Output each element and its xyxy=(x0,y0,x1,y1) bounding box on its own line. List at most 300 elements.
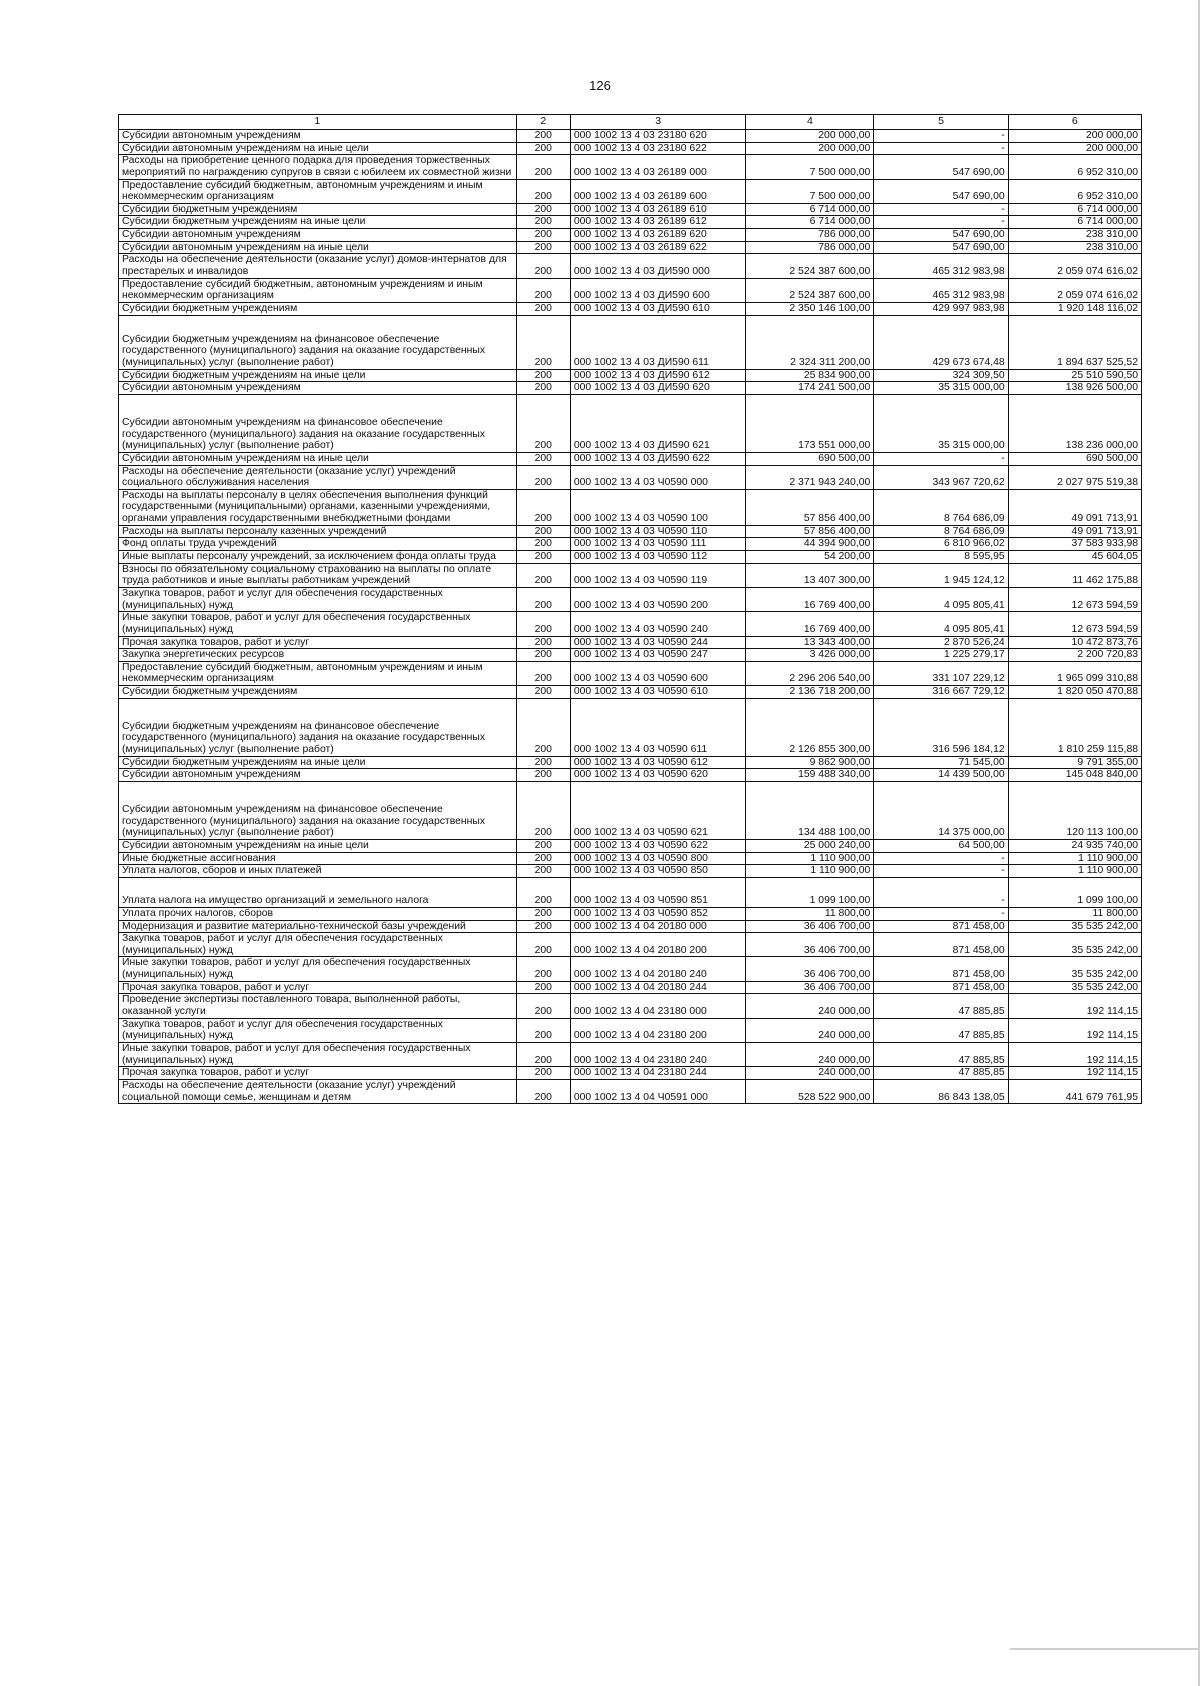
row-budget-code: 000 1002 13 4 03 ДИ590 612 xyxy=(570,369,746,382)
page-number: 126 xyxy=(589,78,611,93)
row-value-col5: 1 945 124,12 xyxy=(874,563,1008,587)
row-budget-code: 000 1002 13 4 03 23180 622 xyxy=(570,142,746,155)
row-line-code: 200 xyxy=(516,1042,570,1066)
row-name: Иные закупки товаров, работ и услуг для обеспечения государственных (муниципальных) нужд xyxy=(119,1042,517,1066)
row-value-col4: 240 000,00 xyxy=(746,994,874,1018)
row-value-col6: 192 114,15 xyxy=(1008,1042,1141,1066)
table-row xyxy=(119,302,1142,315)
table-row xyxy=(119,649,1142,662)
row-value-col6: 25 510 590,50 xyxy=(1008,369,1141,382)
row-value-col5: 8 764 686,09 xyxy=(874,525,1008,538)
table-row xyxy=(119,1067,1142,1080)
row-value-col6: 1 965 099 310,88 xyxy=(1008,661,1141,685)
row-line-code: 200 xyxy=(516,489,570,525)
row-line-code: 200 xyxy=(516,1018,570,1042)
row-budget-code: 000 1002 13 4 03 Ч0590 610 xyxy=(570,686,746,699)
row-budget-code: 000 1002 13 4 04 20180 200 xyxy=(570,933,746,957)
row-name: Субсидии автономным учреждениям на иные цели xyxy=(119,839,517,852)
row-value-col4: 2 371 943 240,00 xyxy=(746,465,874,489)
row-line-code: 200 xyxy=(516,994,570,1018)
row-value-col6: 1 110 900,00 xyxy=(1008,852,1141,865)
row-line-code: 200 xyxy=(516,612,570,636)
row-value-col6: 6 952 310,00 xyxy=(1008,179,1141,203)
row-value-col5: 35 315 000,00 xyxy=(874,382,1008,395)
row-budget-code: 000 1002 13 4 03 23180 620 xyxy=(570,130,746,143)
row-line-code: 200 xyxy=(516,920,570,933)
row-line-code: 200 xyxy=(516,661,570,685)
row-name: Субсидии автономным учреждениям xyxy=(119,382,517,395)
table-row xyxy=(119,781,1142,839)
row-value-col4: 1 099 100,00 xyxy=(746,877,874,907)
row-budget-code: 000 1002 13 4 03 Ч0590 119 xyxy=(570,563,746,587)
row-budget-code: 000 1002 13 4 03 ДИ590 621 xyxy=(570,394,746,452)
row-line-code: 200 xyxy=(516,216,570,229)
row-budget-code: 000 1002 13 4 03 Ч0590 851 xyxy=(570,877,746,907)
table-row xyxy=(119,142,1142,155)
row-budget-code: 000 1002 13 4 03 Ч0590 112 xyxy=(570,551,746,564)
table-row xyxy=(119,839,1142,852)
row-name: Субсидии бюджетным учреждениям на иные цели xyxy=(119,756,517,769)
row-value-col5: - xyxy=(874,852,1008,865)
row-value-col5: 2 870 526,24 xyxy=(874,636,1008,649)
row-line-code: 200 xyxy=(516,142,570,155)
row-value-col6: 1 110 900,00 xyxy=(1008,865,1141,878)
row-value-col6: 12 673 594,59 xyxy=(1008,612,1141,636)
row-value-col5: 316 667 729,12 xyxy=(874,686,1008,699)
table-row xyxy=(119,452,1142,465)
table-row xyxy=(119,907,1142,920)
row-line-code: 200 xyxy=(516,369,570,382)
row-value-col5: 71 545,00 xyxy=(874,756,1008,769)
row-value-col6: 10 472 873,76 xyxy=(1008,636,1141,649)
row-budget-code: 000 1002 13 4 03 26189 612 xyxy=(570,216,746,229)
row-value-col4: 36 406 700,00 xyxy=(746,920,874,933)
row-name: Расходы на выплаты персоналу казенных учреждений xyxy=(119,525,517,538)
row-value-col5: - xyxy=(874,865,1008,878)
row-name: Субсидии автономным учреждениям на финансовое обеспечение государственного (муниципального) задания на оказание государственных (муниципальных) услуг (выполнение работ) xyxy=(119,781,517,839)
row-value-col5: 6 810 966,02 xyxy=(874,538,1008,551)
table-row xyxy=(119,769,1142,782)
row-value-col4: 240 000,00 xyxy=(746,1018,874,1042)
row-line-code: 200 xyxy=(516,636,570,649)
row-value-col6: 238 310,00 xyxy=(1008,229,1141,242)
row-value-col6: 49 091 713,91 xyxy=(1008,525,1141,538)
row-value-col6: 690 500,00 xyxy=(1008,452,1141,465)
table-row xyxy=(119,551,1142,564)
row-value-col5: 316 596 184,12 xyxy=(874,698,1008,756)
row-name: Предоставление субсидий бюджетным, автономным учреждениям и иным некоммерческим организациям xyxy=(119,179,517,203)
row-value-col4: 6 714 000,00 xyxy=(746,216,874,229)
row-value-col6: 200 000,00 xyxy=(1008,130,1141,143)
row-value-col4: 174 241 500,00 xyxy=(746,382,874,395)
row-value-col5: - xyxy=(874,216,1008,229)
table-row xyxy=(119,130,1142,143)
row-value-col5: 47 885,85 xyxy=(874,994,1008,1018)
row-line-code: 200 xyxy=(516,130,570,143)
row-value-col4: 2 296 206 540,00 xyxy=(746,661,874,685)
row-budget-code: 000 1002 13 4 03 26189 622 xyxy=(570,241,746,254)
row-value-col5: 35 315 000,00 xyxy=(874,394,1008,452)
row-name: Субсидии автономным учреждениям xyxy=(119,769,517,782)
row-value-col4: 2 350 146 100,00 xyxy=(746,302,874,315)
row-value-col5: 547 690,00 xyxy=(874,179,1008,203)
row-name: Расходы на обеспечение деятельности (оказание услуг) учреждений социального обслуживания населения xyxy=(119,465,517,489)
scan-edge xyxy=(1010,1648,1200,1650)
row-value-col6: 2 059 074 616,02 xyxy=(1008,278,1141,302)
table-row xyxy=(119,981,1142,994)
table-row xyxy=(119,994,1142,1018)
row-value-col4: 528 522 900,00 xyxy=(746,1079,874,1103)
row-budget-code: 000 1002 13 4 03 ДИ590 600 xyxy=(570,278,746,302)
row-value-col5: 4 095 805,41 xyxy=(874,612,1008,636)
table-row xyxy=(119,155,1142,179)
row-budget-code: 000 1002 13 4 03 ДИ590 622 xyxy=(570,452,746,465)
row-name: Субсидии автономным учреждениям на финансовое обеспечение государственного (муниципального) задания на оказание государственных (муниципальных) услуг (выполнение работ) xyxy=(119,394,517,452)
table-row xyxy=(119,203,1142,216)
row-value-col4: 240 000,00 xyxy=(746,1042,874,1066)
row-name: Уплата прочих налогов, сборов xyxy=(119,907,517,920)
row-value-col5: - xyxy=(874,130,1008,143)
row-value-col6: 12 673 594,59 xyxy=(1008,587,1141,611)
row-value-col6: 192 114,15 xyxy=(1008,1018,1141,1042)
row-budget-code: 000 1002 13 4 04 23180 000 xyxy=(570,994,746,1018)
table-row xyxy=(119,278,1142,302)
row-value-col4: 159 488 340,00 xyxy=(746,769,874,782)
row-budget-code: 000 1002 13 4 03 Ч0590 240 xyxy=(570,612,746,636)
row-line-code: 200 xyxy=(516,278,570,302)
row-value-col5: 547 690,00 xyxy=(874,155,1008,179)
table-row xyxy=(119,865,1142,878)
row-name: Иные закупки товаров, работ и услуг для обеспечения государственных (муниципальных) нужд xyxy=(119,957,517,981)
row-name: Субсидии бюджетным учреждениям на иные цели xyxy=(119,369,517,382)
row-value-col5: 14 439 500,00 xyxy=(874,769,1008,782)
row-budget-code: 000 1002 13 4 03 26189 610 xyxy=(570,203,746,216)
row-value-col6: 2 027 975 519,38 xyxy=(1008,465,1141,489)
table-row xyxy=(119,686,1142,699)
row-value-col4: 57 856 400,00 xyxy=(746,525,874,538)
column-header: 5 xyxy=(874,115,1008,130)
row-value-col5: - xyxy=(874,452,1008,465)
row-value-col6: 9 791 355,00 xyxy=(1008,756,1141,769)
row-line-code: 200 xyxy=(516,865,570,878)
row-name: Субсидии бюджетным учреждениям xyxy=(119,686,517,699)
table-row xyxy=(119,229,1142,242)
row-value-col6: 35 535 242,00 xyxy=(1008,933,1141,957)
table-row xyxy=(119,877,1142,907)
row-value-col5: 8 595,95 xyxy=(874,551,1008,564)
row-value-col6: 37 583 933,98 xyxy=(1008,538,1141,551)
row-budget-code: 000 1002 13 4 03 Ч0590 850 xyxy=(570,865,746,878)
row-value-col4: 2 524 387 600,00 xyxy=(746,254,874,278)
table-body xyxy=(119,130,1142,1104)
row-value-col6: 24 935 740,00 xyxy=(1008,839,1141,852)
row-line-code: 200 xyxy=(516,852,570,865)
row-value-col4: 16 769 400,00 xyxy=(746,587,874,611)
row-value-col5: 871 458,00 xyxy=(874,920,1008,933)
row-name: Расходы на выплаты персоналу в целях обеспечения выполнения функций государственными (муниципальными) органами, казенными учреждениями, органами управления государственными внебюджетными фондами xyxy=(119,489,517,525)
table-row xyxy=(119,489,1142,525)
row-line-code: 200 xyxy=(516,465,570,489)
row-line-code: 200 xyxy=(516,525,570,538)
row-value-col6: 1 810 259 115,88 xyxy=(1008,698,1141,756)
row-line-code: 200 xyxy=(516,155,570,179)
row-value-col5: 331 107 229,12 xyxy=(874,661,1008,685)
table-row xyxy=(119,612,1142,636)
row-value-col4: 44 394 900,00 xyxy=(746,538,874,551)
row-name: Предоставление субсидий бюджетным, автономным учреждениям и иным некоммерческим организациям xyxy=(119,278,517,302)
row-line-code: 200 xyxy=(516,452,570,465)
table-row xyxy=(119,698,1142,756)
table-row xyxy=(119,1079,1142,1103)
row-value-col4: 7 500 000,00 xyxy=(746,155,874,179)
row-value-col5: 871 458,00 xyxy=(874,933,1008,957)
row-value-col4: 25 000 240,00 xyxy=(746,839,874,852)
table-row xyxy=(119,563,1142,587)
row-line-code: 200 xyxy=(516,1079,570,1103)
row-name: Иные закупки товаров, работ и услуг для обеспечения государственных (муниципальных) нужд xyxy=(119,612,517,636)
row-name: Модернизация и развитие материально-технической базы учреждений xyxy=(119,920,517,933)
row-value-col6: 138 926 500,00 xyxy=(1008,382,1141,395)
row-budget-code: 000 1002 13 4 04 23180 244 xyxy=(570,1067,746,1080)
row-name: Субсидии бюджетным учреждениям xyxy=(119,203,517,216)
row-budget-code: 000 1002 13 4 03 Ч0590 622 xyxy=(570,839,746,852)
row-budget-code: 000 1002 13 4 03 Ч0590 000 xyxy=(570,465,746,489)
row-name: Расходы на обеспечение деятельности (оказание услуг) домов-интернатов для престарелых и инвалидов xyxy=(119,254,517,278)
table-row xyxy=(119,587,1142,611)
row-value-col6: 49 091 713,91 xyxy=(1008,489,1141,525)
row-name: Субсидии бюджетным учреждениям xyxy=(119,302,517,315)
row-value-col4: 1 110 900,00 xyxy=(746,852,874,865)
table-row xyxy=(119,369,1142,382)
row-name: Прочая закупка товаров, работ и услуг xyxy=(119,981,517,994)
row-name: Фонд оплаты труда учреждений xyxy=(119,538,517,551)
row-value-col6: 11 800,00 xyxy=(1008,907,1141,920)
row-budget-code: 000 1002 13 4 03 Ч0590 621 xyxy=(570,781,746,839)
row-value-col5: 871 458,00 xyxy=(874,981,1008,994)
row-value-col6: 11 462 175,88 xyxy=(1008,563,1141,587)
table-row xyxy=(119,636,1142,649)
row-value-col6: 145 048 840,00 xyxy=(1008,769,1141,782)
row-value-col5: - xyxy=(874,877,1008,907)
budget-table xyxy=(118,114,1142,1104)
row-line-code: 200 xyxy=(516,781,570,839)
table-row xyxy=(119,525,1142,538)
row-value-col6: 120 113 100,00 xyxy=(1008,781,1141,839)
row-value-col6: 1 920 148 116,02 xyxy=(1008,302,1141,315)
row-name: Уплата налога на имущество организаций и земельного налога xyxy=(119,877,517,907)
row-value-col5: 343 967 720,62 xyxy=(874,465,1008,489)
row-value-col6: 35 535 242,00 xyxy=(1008,957,1141,981)
column-header: 1 xyxy=(119,115,517,130)
row-line-code: 200 xyxy=(516,839,570,852)
row-line-code: 200 xyxy=(516,203,570,216)
row-budget-code: 000 1002 13 4 03 ДИ590 610 xyxy=(570,302,746,315)
row-name: Иные выплаты персоналу учреждений, за исключением фонда оплаты труда xyxy=(119,551,517,564)
row-line-code: 200 xyxy=(516,315,570,369)
row-value-col4: 786 000,00 xyxy=(746,241,874,254)
row-value-col6: 2 059 074 616,02 xyxy=(1008,254,1141,278)
row-value-col6: 6 714 000,00 xyxy=(1008,203,1141,216)
row-value-col6: 35 535 242,00 xyxy=(1008,920,1141,933)
row-name: Прочая закупка товаров, работ и услуг xyxy=(119,636,517,649)
row-value-col4: 13 343 400,00 xyxy=(746,636,874,649)
row-value-col5: 871 458,00 xyxy=(874,957,1008,981)
row-budget-code: 000 1002 13 4 03 26189 000 xyxy=(570,155,746,179)
table-row xyxy=(119,920,1142,933)
row-value-col4: 240 000,00 xyxy=(746,1067,874,1080)
row-line-code: 200 xyxy=(516,229,570,242)
row-name: Субсидии бюджетным учреждениям на иные цели xyxy=(119,216,517,229)
row-line-code: 200 xyxy=(516,254,570,278)
row-budget-code: 000 1002 13 4 03 26189 600 xyxy=(570,179,746,203)
row-budget-code: 000 1002 13 4 04 20180 240 xyxy=(570,957,746,981)
row-line-code: 200 xyxy=(516,563,570,587)
row-name: Закупка товаров, работ и услуг для обеспечения государственных (муниципальных) нужд xyxy=(119,933,517,957)
row-budget-code: 000 1002 13 4 03 Ч0590 244 xyxy=(570,636,746,649)
row-line-code: 200 xyxy=(516,957,570,981)
table-row xyxy=(119,465,1142,489)
row-budget-code: 000 1002 13 4 04 Ч0591 000 xyxy=(570,1079,746,1103)
table-row xyxy=(119,315,1142,369)
row-value-col4: 9 862 900,00 xyxy=(746,756,874,769)
row-line-code: 200 xyxy=(516,1067,570,1080)
row-value-col4: 2 524 387 600,00 xyxy=(746,278,874,302)
row-line-code: 200 xyxy=(516,769,570,782)
column-header: 4 xyxy=(746,115,874,130)
row-budget-code: 000 1002 13 4 03 Ч0590 852 xyxy=(570,907,746,920)
table-row xyxy=(119,538,1142,551)
row-value-col5: 1 225 279,17 xyxy=(874,649,1008,662)
row-name: Предоставление субсидий бюджетным, автономным учреждениям и иным некоммерческим организациям xyxy=(119,661,517,685)
row-value-col4: 6 714 000,00 xyxy=(746,203,874,216)
row-value-col4: 16 769 400,00 xyxy=(746,612,874,636)
row-value-col6: 6 952 310,00 xyxy=(1008,155,1141,179)
row-name: Расходы на обеспечение деятельности (оказание услуг) учреждений социальной помощи семье, женщинам и детям xyxy=(119,1079,517,1103)
column-header: 2 xyxy=(516,115,570,130)
row-value-col5: 429 673 674,48 xyxy=(874,315,1008,369)
row-value-col4: 13 407 300,00 xyxy=(746,563,874,587)
table-row xyxy=(119,957,1142,981)
row-line-code: 200 xyxy=(516,587,570,611)
row-value-col5: 64 500,00 xyxy=(874,839,1008,852)
row-value-col4: 36 406 700,00 xyxy=(746,933,874,957)
row-budget-code: 000 1002 13 4 03 Ч0590 612 xyxy=(570,756,746,769)
row-value-col6: 441 679 761,95 xyxy=(1008,1079,1141,1103)
row-value-col4: 54 200,00 xyxy=(746,551,874,564)
row-value-col4: 7 500 000,00 xyxy=(746,179,874,203)
row-value-col5: 465 312 983,98 xyxy=(874,254,1008,278)
table-row xyxy=(119,216,1142,229)
row-name: Субсидии автономным учреждениям xyxy=(119,229,517,242)
row-value-col4: 57 856 400,00 xyxy=(746,489,874,525)
row-budget-code: 000 1002 13 4 03 Ч0590 611 xyxy=(570,698,746,756)
row-value-col6: 6 714 000,00 xyxy=(1008,216,1141,229)
row-value-col5: 547 690,00 xyxy=(874,229,1008,242)
row-value-col5: 47 885,85 xyxy=(874,1018,1008,1042)
row-line-code: 200 xyxy=(516,551,570,564)
row-name: Взносы по обязательному социальному страхованию на выплаты по оплате труда работников и иные выплаты работникам учреждений xyxy=(119,563,517,587)
row-value-col4: 690 500,00 xyxy=(746,452,874,465)
row-value-col4: 2 324 311 200,00 xyxy=(746,315,874,369)
row-value-col5: 86 843 138,05 xyxy=(874,1079,1008,1103)
row-value-col5: - xyxy=(874,142,1008,155)
row-value-col4: 25 834 900,00 xyxy=(746,369,874,382)
row-budget-code: 000 1002 13 4 03 Ч0590 200 xyxy=(570,587,746,611)
column-header: 3 xyxy=(570,115,746,130)
table-row xyxy=(119,933,1142,957)
row-value-col5: - xyxy=(874,907,1008,920)
row-budget-code: 000 1002 13 4 03 ДИ590 620 xyxy=(570,382,746,395)
row-name: Иные бюджетные ассигнования xyxy=(119,852,517,865)
row-value-col5: - xyxy=(874,203,1008,216)
row-value-col4: 11 800,00 xyxy=(746,907,874,920)
row-name: Субсидии автономным учреждениям на иные цели xyxy=(119,241,517,254)
row-line-code: 200 xyxy=(516,241,570,254)
row-budget-code: 000 1002 13 4 03 Ч0590 800 xyxy=(570,852,746,865)
table-row xyxy=(119,852,1142,865)
row-value-col6: 138 236 000,00 xyxy=(1008,394,1141,452)
row-value-col4: 2 126 855 300,00 xyxy=(746,698,874,756)
row-value-col5: 47 885,85 xyxy=(874,1067,1008,1080)
row-name: Закупка товаров, работ и услуг для обеспечения государственных (муниципальных) нужд xyxy=(119,587,517,611)
row-value-col6: 200 000,00 xyxy=(1008,142,1141,155)
table-header-row xyxy=(119,115,1142,130)
row-line-code: 200 xyxy=(516,649,570,662)
row-value-col5: 4 095 805,41 xyxy=(874,587,1008,611)
row-budget-code: 000 1002 13 4 04 20180 000 xyxy=(570,920,746,933)
row-name: Закупка товаров, работ и услуг для обеспечения государственных (муниципальных) нужд xyxy=(119,1018,517,1042)
row-budget-code: 000 1002 13 4 03 Ч0590 620 xyxy=(570,769,746,782)
row-line-code: 200 xyxy=(516,302,570,315)
table-row xyxy=(119,179,1142,203)
row-value-col4: 36 406 700,00 xyxy=(746,957,874,981)
row-line-code: 200 xyxy=(516,877,570,907)
row-line-code: 200 xyxy=(516,179,570,203)
row-value-col5: 465 312 983,98 xyxy=(874,278,1008,302)
row-value-col4: 3 426 000,00 xyxy=(746,649,874,662)
row-budget-code: 000 1002 13 4 03 Ч0590 100 xyxy=(570,489,746,525)
row-value-col5: 429 997 983,98 xyxy=(874,302,1008,315)
row-line-code: 200 xyxy=(516,933,570,957)
row-value-col4: 36 406 700,00 xyxy=(746,981,874,994)
table-row xyxy=(119,254,1142,278)
row-budget-code: 000 1002 13 4 03 ДИ590 611 xyxy=(570,315,746,369)
table-row xyxy=(119,1042,1142,1066)
table-row xyxy=(119,661,1142,685)
row-value-col4: 200 000,00 xyxy=(746,142,874,155)
row-value-col5: 547 690,00 xyxy=(874,241,1008,254)
row-budget-code: 000 1002 13 4 03 Ч0590 600 xyxy=(570,661,746,685)
row-name: Расходы на приобретение ценного подарка для проведения торжественных мероприятий по награждению супругов в связи с юбилеем их совместной жизни xyxy=(119,155,517,179)
row-value-col5: 47 885,85 xyxy=(874,1042,1008,1066)
row-name: Субсидии автономным учреждениям на иные цели xyxy=(119,142,517,155)
row-line-code: 200 xyxy=(516,686,570,699)
row-budget-code: 000 1002 13 4 04 23180 200 xyxy=(570,1018,746,1042)
row-name: Субсидии бюджетным учреждениям на финансовое обеспечение государственного (муниципального) задания на оказание государственных (муниципальных) услуг (выполнение работ) xyxy=(119,315,517,369)
column-header: 6 xyxy=(1008,115,1141,130)
row-name: Прочая закупка товаров, работ и услуг xyxy=(119,1067,517,1080)
row-value-col6: 45 604,05 xyxy=(1008,551,1141,564)
table-row xyxy=(119,394,1142,452)
table-row xyxy=(119,1018,1142,1042)
row-name: Субсидии автономным учреждениям на иные цели xyxy=(119,452,517,465)
row-budget-code: 000 1002 13 4 04 23180 240 xyxy=(570,1042,746,1066)
row-line-code: 200 xyxy=(516,907,570,920)
table-row xyxy=(119,756,1142,769)
row-budget-code: 000 1002 13 4 03 Ч0590 111 xyxy=(570,538,746,551)
row-line-code: 200 xyxy=(516,394,570,452)
row-value-col6: 35 535 242,00 xyxy=(1008,981,1141,994)
